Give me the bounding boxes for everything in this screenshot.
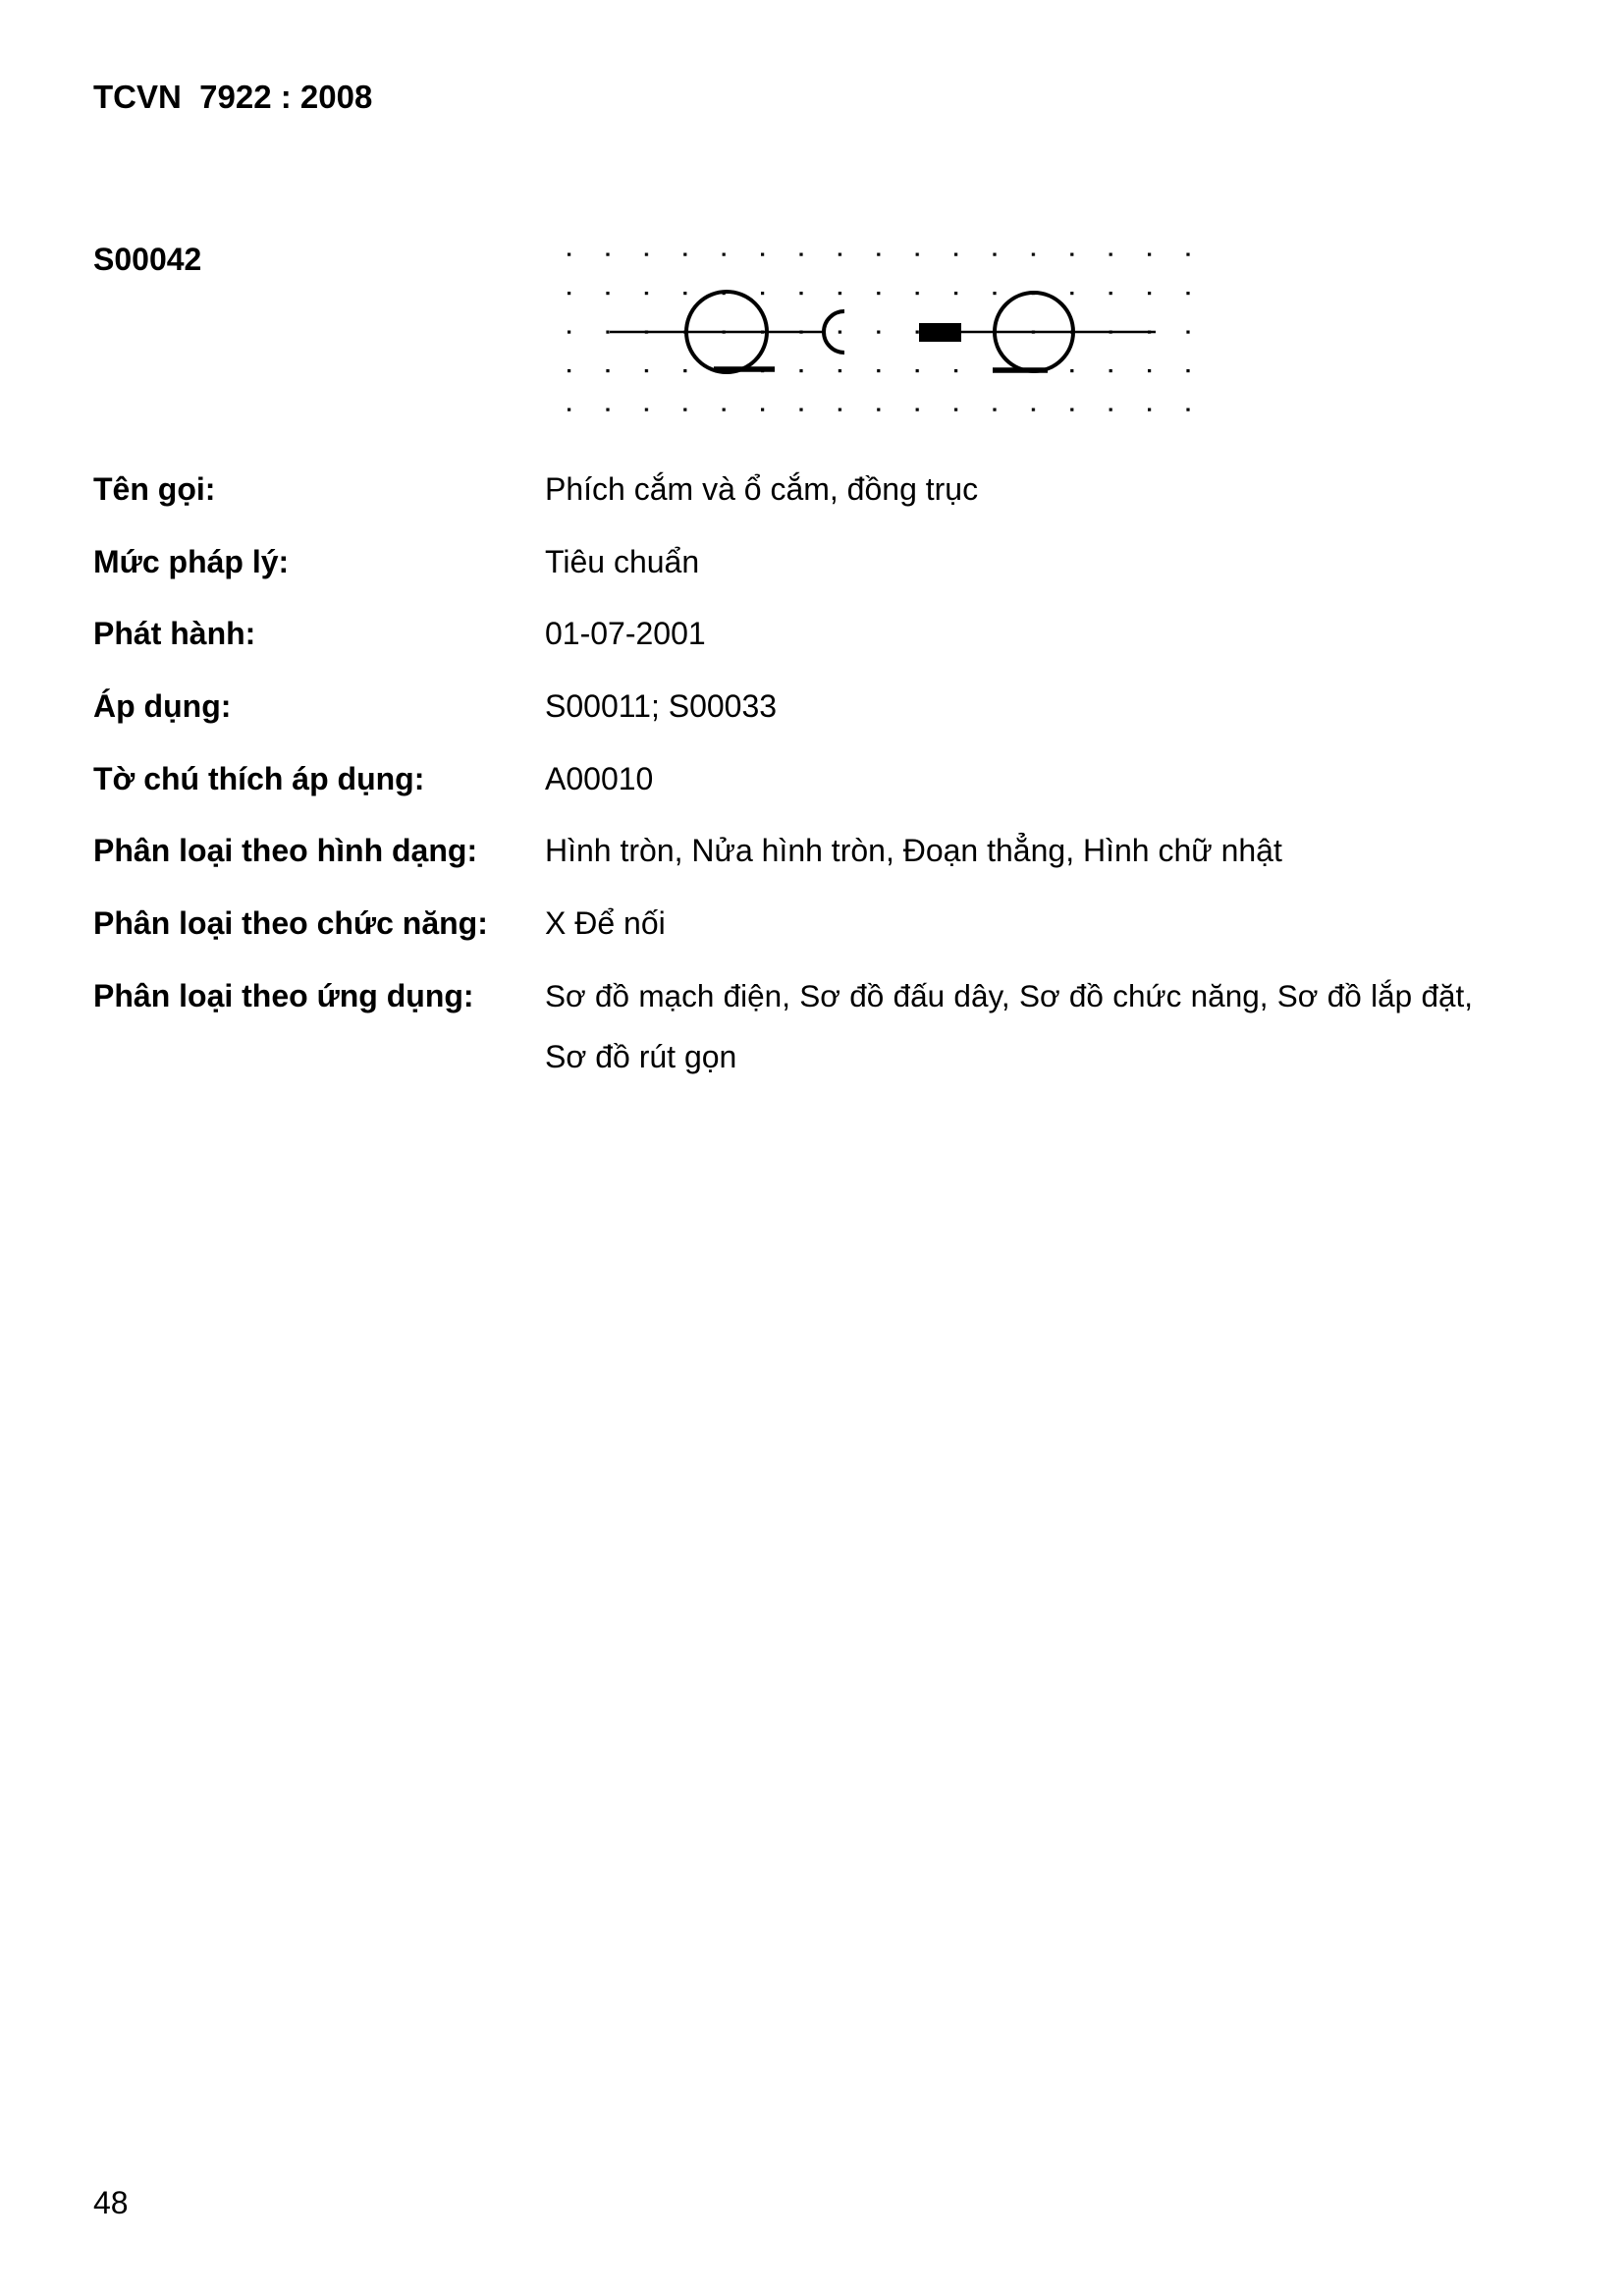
field-row — [93, 469, 1527, 509]
field-label: Áp dụng: — [93, 688, 232, 724]
field-value: 01-07-2001 — [545, 616, 706, 651]
field-value: Phích cắm và ổ cắm, đồng trục — [545, 471, 979, 507]
field-value: X Để nối — [545, 905, 666, 941]
plug-rectangle — [919, 323, 961, 342]
field-row — [93, 976, 1527, 1015]
field-row — [93, 831, 1527, 870]
field-row — [93, 542, 1527, 581]
field-label: Phân loại theo ứng dụng: — [93, 978, 474, 1013]
field-label: Phân loại theo hình dạng: — [93, 833, 478, 868]
field-value: Sơ đồ mạch điện, Sơ đồ đấu dây, Sơ đồ chức năng, Sơ đồ lắp đặt, — [545, 978, 1473, 1013]
field-label: Tờ chú thích áp dụng: — [93, 761, 425, 796]
field-list — [93, 469, 1527, 1157]
page-number: 48 — [93, 2185, 129, 2220]
page-header-title: TCVN 7922 : 2008 — [93, 79, 373, 115]
field-row — [93, 903, 1527, 943]
field-value: Tiêu chuẩn — [545, 544, 700, 579]
field-value: Sơ đồ rút gọn — [545, 1039, 737, 1074]
coaxial-plug-socket-icon — [550, 236, 1208, 422]
field-row — [93, 686, 1527, 726]
field-row — [93, 614, 1527, 653]
field-row — [93, 1037, 1527, 1076]
field-label: Mức pháp lý: — [93, 544, 290, 579]
field-value: S00011; S00033 — [545, 688, 778, 724]
field-value: A00010 — [545, 761, 654, 796]
field-label: Phân loại theo chức năng: — [93, 905, 488, 941]
symbol-code: S00042 — [93, 242, 202, 277]
field-value: Hình tròn, Nửa hình tròn, Đoạn thẳng, Hình chữ nhật — [545, 833, 1282, 868]
field-row — [93, 759, 1527, 798]
field-label: Phát hành: — [93, 616, 256, 651]
field-label: Tên gọi: — [93, 471, 216, 507]
